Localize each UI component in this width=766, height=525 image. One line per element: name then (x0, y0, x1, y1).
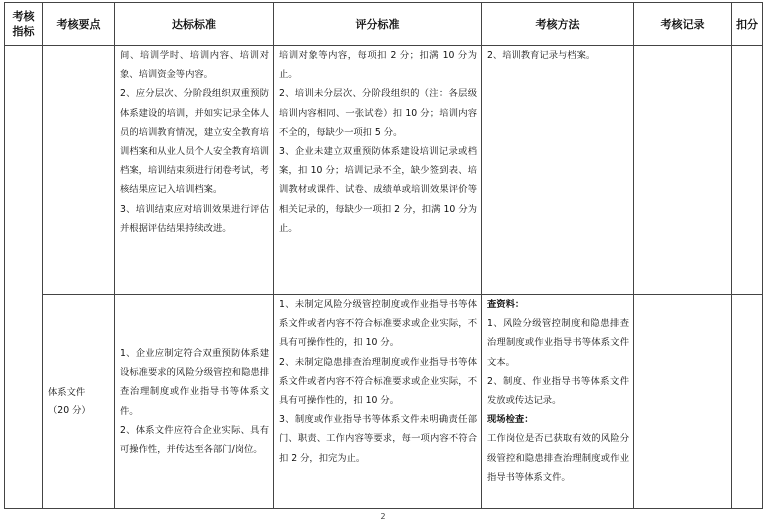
indicator-cell (5, 46, 43, 509)
header-record: 考核记录 (634, 3, 732, 46)
scoring-text: 3、企业未建立双重预防体系建设培训记录或档案，扣 10 分；培训记录不全，缺少签到表、培训教材或课件、试卷、成绩单或培训效果评价等相关记录的，每缺少一项扣 2 分，扣满 10 分为止。 (279, 146, 477, 234)
key-point-name: 体系文件 (48, 386, 86, 398)
standard-text: 3、培训结束应对培训效果进行评估并根据评估结果持续改进。 (120, 203, 269, 234)
method-text: 2、培训教育记录与档案。 (487, 50, 596, 61)
standard-cell (115, 295, 274, 509)
record-cell (634, 46, 732, 295)
standard-text: 1、企业应制定符合双重预防体系建设标准要求的风险分级管控和隐患排查治理制度或作业指导书等体系文件。 (120, 347, 269, 417)
header-method: 考核方法 (482, 3, 634, 46)
assessment-table (4, 2, 763, 509)
header-deduction: 扣分 (732, 3, 763, 46)
scoring-text: 2、未制定隐患排查治理制度或作业指导书等体系文件或者内容不符合标准要求或企业实际，不具有可操作性的，扣 10 分。 (279, 356, 477, 407)
standard-text: 2、应分层次、分阶段组织双重预防体系建设的培训，并如实记录全体人员的培训教育情况，建立安全教育培训档案和从业人员个人安全教育培训档案，培训结束须进行闭卷考试，考核结果应记入培训档案。 (120, 88, 269, 196)
scoring-cell (274, 295, 482, 509)
key-point-score: （20 分） (48, 404, 91, 416)
scoring-text: 3、制度或作业指导书等体系文件未明确责任部门、职责、工作内容等要求，每一项内容不符合扣 2 分，扣完为止。 (279, 414, 477, 464)
method-cell (482, 295, 634, 509)
header-key-points: 考核要点 (43, 3, 115, 46)
scoring-text: 1、未制定风险分级管控制度或作业指导书等体系文件或者内容不符合标准要求或企业实际，不具有可操作性的，扣 10 分。 (279, 299, 477, 349)
header-indicator: 考核指标 (5, 3, 43, 46)
table-row (5, 46, 763, 295)
record-cell (634, 295, 732, 509)
key-point-cell (43, 295, 115, 509)
scoring-cell (274, 46, 482, 295)
method-cell (482, 46, 634, 295)
deduction-cell (732, 46, 763, 295)
method-heading: 现场检查： (487, 414, 534, 426)
method-text: 工作岗位是否已获取有效的风险分级管控和隐患排查治理制度或作业指导书等体系文件。 (487, 433, 629, 483)
header-standard: 达标标准 (115, 3, 274, 46)
scoring-text: 培训对象等内容，每项扣 2 分；扣满 10 分为止。 (279, 50, 477, 81)
standard-text: 间、培训学时、培训内容、培训对象、培训资金等内容。 (120, 50, 269, 81)
header-row (5, 3, 763, 46)
key-point-cell (43, 46, 115, 295)
method-text: 2、制度、作业指导书等体系文件发放或传达记录。 (487, 375, 629, 407)
standard-text: 2、体系文件应符合企业实际、具有可操作性，并传达至各部门/岗位。 (120, 424, 269, 455)
method-text: 1、风险分级管控制度和隐患排查治理制度或作业指导书等体系文件文本。 (487, 318, 629, 368)
scoring-text: 2、培训未分层次、分阶段组织的（注：各层级培训内容相同、一张试卷）扣 10 分；培训内容不全的，每缺少一项扣 5 分。 (279, 88, 477, 138)
header-scoring: 评分标准 (274, 3, 482, 46)
page-number: 2 (380, 512, 386, 521)
deduction-cell (732, 295, 763, 509)
method-heading: 查资料： (487, 299, 525, 310)
standard-cell (115, 46, 274, 295)
table-row (5, 295, 763, 509)
